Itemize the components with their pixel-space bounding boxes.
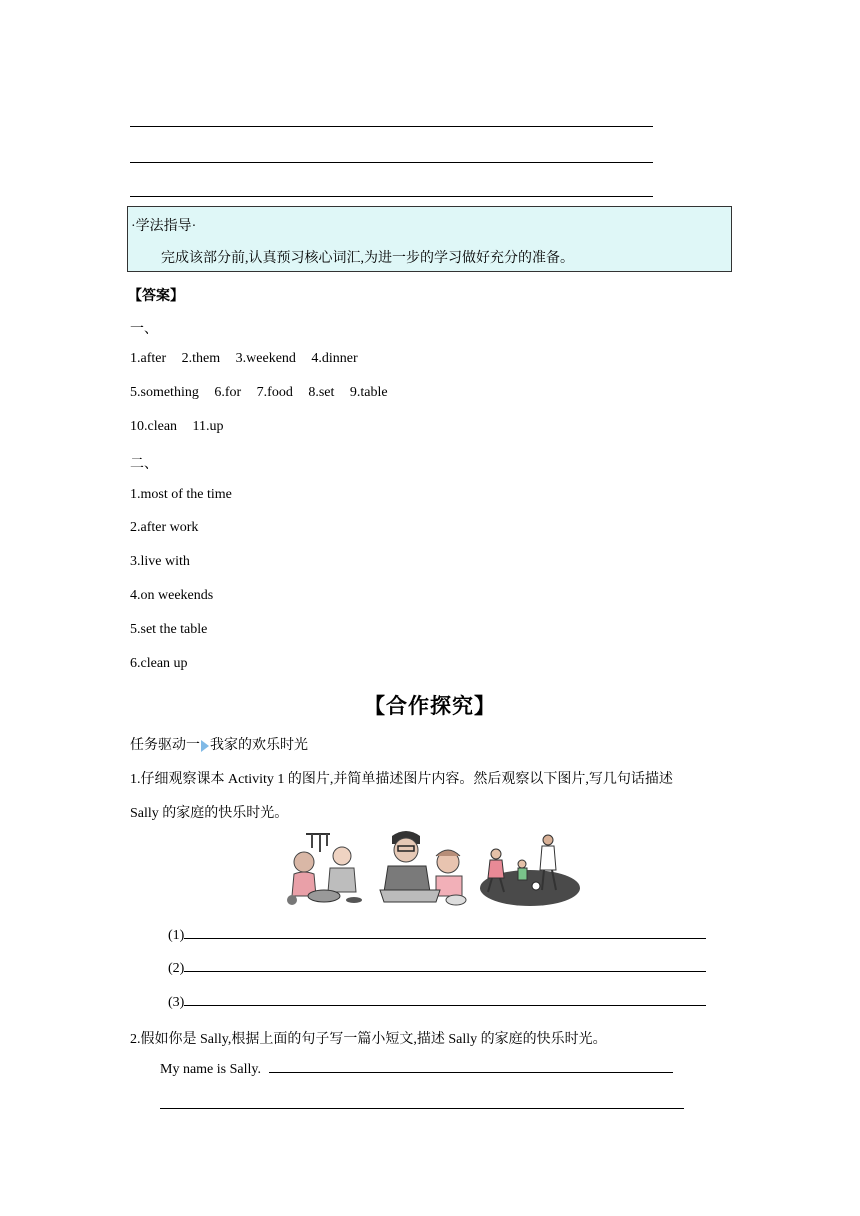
blank-line — [184, 938, 706, 939]
answer-item: 9.table — [349, 385, 388, 400]
blank-number: (1) — [168, 928, 185, 943]
answer-item: 3.weekend — [235, 351, 296, 366]
playing-outdoors-scene-icon — [480, 835, 580, 906]
writing-blank-2[interactable] — [168, 961, 706, 977]
family-illustration — [280, 826, 580, 908]
answer-row-2 — [130, 385, 388, 401]
blank-line — [184, 1005, 706, 1006]
phrase-answer: 3.live with — [130, 554, 190, 569]
answer-line — [130, 126, 653, 127]
study-guide-title: ·学法指导· — [131, 219, 197, 234]
answer-item: 4.dinner — [311, 351, 358, 366]
blank-number: (2) — [168, 961, 185, 976]
answer-item: 7.food — [256, 385, 293, 400]
answer-line — [130, 162, 653, 163]
blank-line — [184, 971, 706, 972]
essay-start-line[interactable] — [160, 1062, 673, 1078]
answer-item: 1.after — [130, 351, 167, 366]
answer-item: 10.clean — [130, 419, 178, 434]
answer-row-3 — [130, 419, 224, 435]
answer-item: 5.something — [130, 385, 199, 400]
answers-heading: 【答案】 — [128, 289, 184, 304]
question-1-line-2: Sally 的家庭的快乐时光。 — [130, 806, 289, 821]
answer-line — [130, 196, 653, 197]
blank-number: (3) — [168, 995, 185, 1010]
essay-start-text: My name is Sally. — [160, 1062, 261, 1077]
answer-item: 8.set — [308, 385, 335, 400]
task-suffix: 我家的欢乐时光 — [210, 738, 308, 753]
question-1-line-1: 1.仔细观察课本 Activity 1 的图片,并简单描述图片内容。然后观察以下图片,写几句话描述 — [130, 772, 673, 787]
study-guide-box — [127, 206, 732, 272]
phrase-answer: 5.set the table — [130, 622, 208, 637]
arrow-right-icon — [201, 740, 209, 752]
writing-blank-3[interactable] — [168, 995, 706, 1011]
part1-label: 一、 — [130, 322, 158, 337]
washing-dishes-scene-icon — [380, 831, 466, 905]
phrase-answer: 2.after work — [130, 520, 199, 535]
answer-item: 11.up — [192, 419, 224, 434]
question-2: 2.假如你是 Sally,根据上面的句子写一篇小短文,描述 Sally 的家庭的快乐时光。 — [130, 1032, 607, 1047]
phrase-answer: 4.on weekends — [130, 588, 214, 603]
essay-line[interactable] — [160, 1108, 684, 1109]
answer-item: 6.for — [214, 385, 242, 400]
writing-blank-1[interactable] — [168, 928, 706, 944]
phrase-answer: 6.clean up — [130, 656, 188, 671]
study-guide-text: 完成该部分前,认真预习核心词汇,为进一步的学习做好充分的准备。 — [161, 251, 574, 266]
answer-item: 2.them — [181, 351, 221, 366]
phrase-answer: 1.most of the time — [130, 487, 232, 502]
part2-label: 二、 — [130, 457, 158, 472]
cooking-scene-icon — [287, 834, 362, 905]
task-prefix: 任务驱动一 — [130, 738, 200, 753]
answer-row-1 — [130, 351, 358, 367]
task-heading — [130, 734, 308, 754]
blank-line — [269, 1072, 673, 1073]
section-title: 【合作探究】 — [364, 694, 496, 718]
